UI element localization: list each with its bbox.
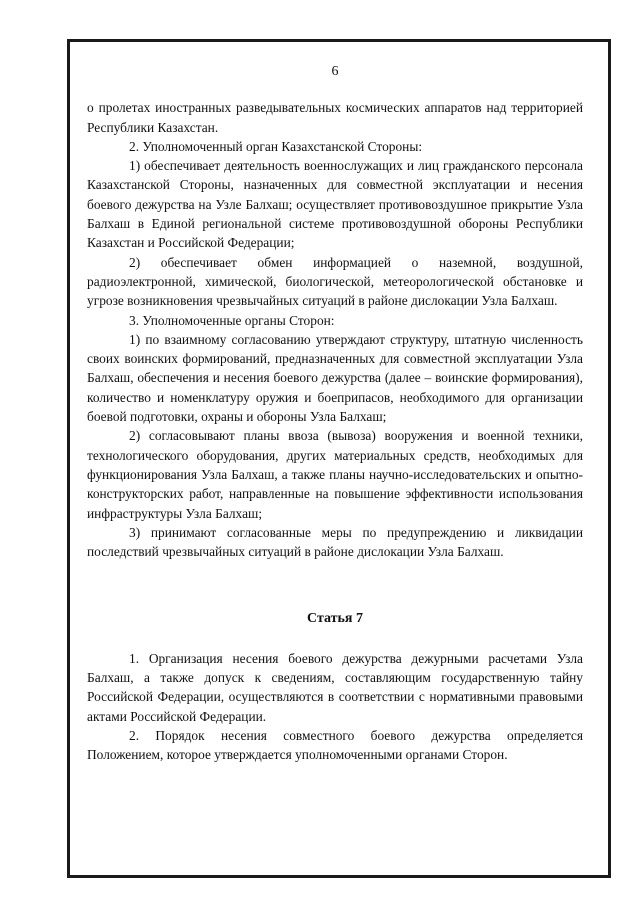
item-2-title: 2. Уполномоченный орган Казахстанской Стороны: (129, 138, 423, 154)
article-7-paragraph-2: 2. Порядок несения совместного боевого дежурства определяется Положением, которое утверждается уполномоченными органами Сторон. (87, 727, 583, 763)
article-7-heading: Статья 7 (307, 611, 363, 627)
paragraph-lead-in: о пролетах иностранных разведывательных космических аппаратов над территорией Республики Казахстан. (87, 100, 583, 135)
article-7-paragraph-1: 1. Организация несения боевого дежурства дежурными расчетами Узла Балхаш, а также допуск к сведениям, составляющим государственную тайну Российской Федерации, осуществляются в соответствии с нормативными правовыми актами Российской Федерации. (87, 650, 583, 724)
page-content (87, 62, 583, 765)
item-2-1: 1) обеспечивает деятельность военнослужащих и лиц гражданского персонала Казахстанской Стороны, назначенных для совместной эксплуатации и несения боевого дежурства на Узле Балхаш; осуществляет противовоздушное прикрытие Узла Балхаш в Единой региональной системе противовоздушной обороны Республики Казахстан и Российской Федерации; (87, 158, 583, 251)
item-3-3: 3) принимают согласованные меры по предупреждению и ликвидации последствий чрезвычайных ситуаций в районе дислокации Узла Балхаш. (87, 524, 583, 560)
page-number: 6 (331, 64, 339, 79)
item-3-title: 3. Уполномоченные органы Сторон: (129, 312, 335, 328)
item-2-2: 2) обеспечивает обмен информацией о наземной, воздушной, радиоэлектронной, химической, биологической, метеорологической обстановке и угрозе возникновения чрезвычайных ситуаций в районе дислокации Узла Балхаш. (87, 254, 583, 309)
item-3-1: 1) по взаимному согласованию утверждают структуру, штатную численность своих воинских формирований, предназначенных для совместной эксплуатации Узла Балхаш, обеспечения и несения боевого дежурства (далее – воинские формирования), количество и номенклатуру оружия и боеприпасов, необходимого для организации боевой подготовки, охраны и обороны Узла Балхаш; (87, 331, 583, 425)
item-3-2: 2) согласовывают планы ввоза (вывоза) вооружения и военной техники, технологического оборудования, других материальных средств, необходимых для функционирования Узла Балхаш, а также планы научно-исследовательских и опытно-конструкторских работ, направленные на повышение эффективности использования инфраструктуры Узла Балхаш; (87, 428, 583, 521)
